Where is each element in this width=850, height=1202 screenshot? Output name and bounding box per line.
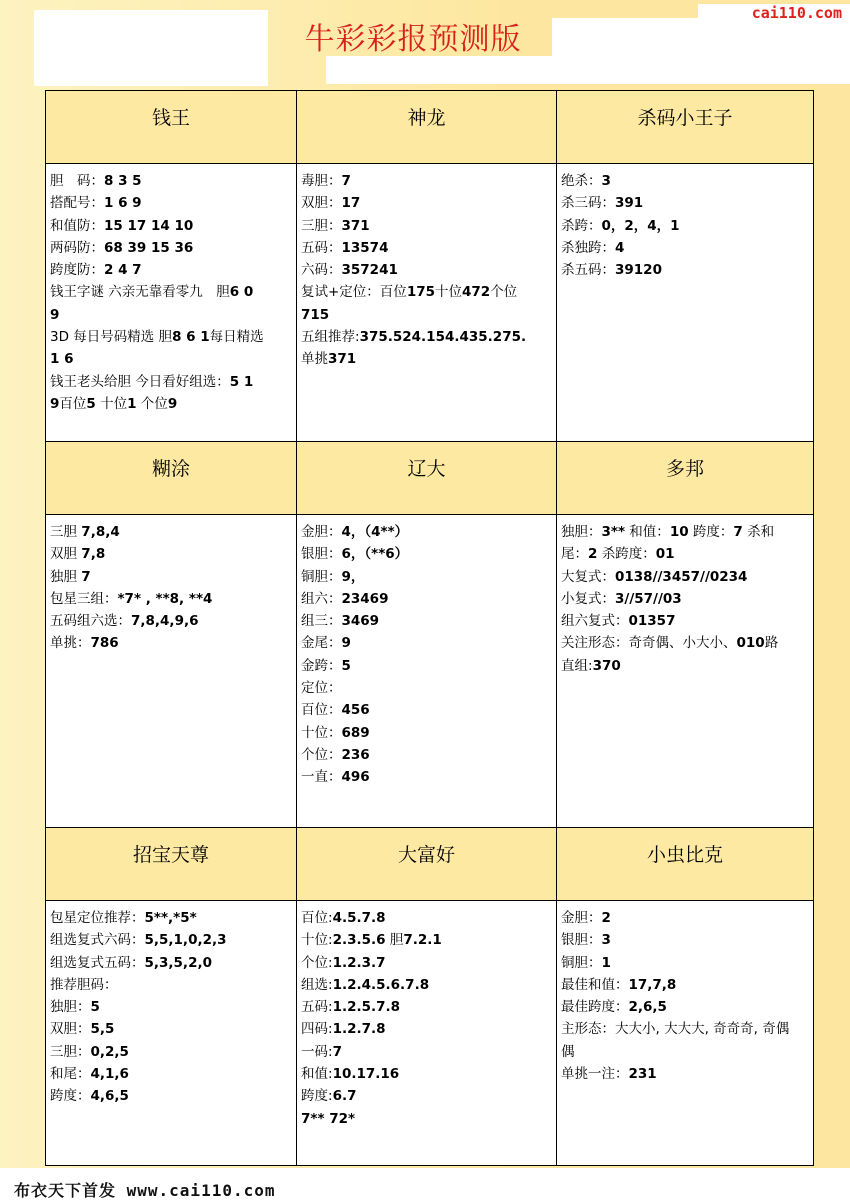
predicted-number: 3//57//03 <box>615 590 682 607</box>
prediction-label: 五码： <box>301 239 342 256</box>
expert-name-header: 小虫比克 <box>557 828 814 901</box>
predicted-number: 1.2.5.7.8 <box>332 999 401 1016</box>
expert-name-header: 大富好 <box>297 828 557 901</box>
prediction-label: 个位 <box>490 284 518 301</box>
predicted-number: 9 <box>50 306 60 323</box>
prediction-line <box>301 610 556 632</box>
predicted-number: 4,1,6 <box>90 1066 129 1083</box>
prediction-label: 绝杀： <box>561 173 602 189</box>
prediction-label: 银胆： <box>561 932 602 949</box>
prediction-label: 五码组六选： <box>50 613 131 630</box>
predicted-number: 1.2.7.8 <box>332 1021 386 1038</box>
prediction-label: 杀跨度： <box>597 546 656 563</box>
prediction-line <box>561 655 813 677</box>
prediction-label: 胆 <box>385 932 404 949</box>
prediction-cell <box>557 901 814 1166</box>
predicted-number: 370 <box>592 657 621 674</box>
predicted-number: 7 <box>341 173 351 189</box>
white-patch-right <box>552 18 698 84</box>
prediction-line <box>301 722 556 744</box>
predicted-number: 175 <box>406 284 435 301</box>
prediction-line <box>301 744 556 766</box>
prediction-line <box>561 543 813 565</box>
predicted-number: 01357 <box>628 613 676 630</box>
prediction-label: 一码: <box>301 1043 333 1060</box>
prediction-label: 直组: <box>561 657 593 674</box>
prediction-label: 每日精选 <box>209 329 264 346</box>
prediction-label: 尾： <box>561 546 588 563</box>
prediction-cell <box>297 515 557 828</box>
predicted-number: 5,3,5,2,0 <box>144 954 212 971</box>
prediction-line <box>561 610 813 632</box>
prediction-line <box>50 215 296 237</box>
prediction-line <box>50 1018 296 1040</box>
predicted-number: 4，（4**） <box>341 524 409 540</box>
predicted-number: 375.524.154.435.275. <box>359 329 527 346</box>
expert-name-header: 杀码小王子 <box>557 91 814 164</box>
predicted-number: 2 4 7 <box>104 262 142 279</box>
prediction-label: 双胆： <box>50 1021 91 1038</box>
prediction-label: 独胆： <box>50 999 91 1016</box>
prediction-line <box>50 610 296 632</box>
predicted-number: 236 <box>341 746 370 763</box>
predicted-number: 6，（**6） <box>341 546 409 563</box>
prediction-line <box>301 259 556 281</box>
prediction-line <box>50 929 296 951</box>
prediction-line <box>301 348 556 370</box>
prediction-label: 3D 每日号码精选 胆 <box>50 329 173 346</box>
predicted-number: 7** 72* <box>301 1110 356 1127</box>
predicted-number: 357241 <box>341 262 398 279</box>
predicted-number: 17,7,8 <box>628 976 677 993</box>
prediction-line <box>561 521 813 543</box>
prediction-label: 路 <box>764 635 779 652</box>
prediction-label: 偶 <box>561 1043 575 1060</box>
prediction-label: 最佳和值： <box>561 976 629 993</box>
prediction-label: 主形态：大大小, 大大大, 奇奇奇, 奇偶 <box>561 1021 790 1038</box>
prediction-cell <box>46 164 297 442</box>
predicted-number: 456 <box>341 702 370 719</box>
prediction-label: 百位 <box>59 395 87 412</box>
prediction-label: 组选: <box>301 976 333 993</box>
prediction-label: 钱王字谜 六亲无靠看零九 胆 <box>50 284 230 301</box>
prediction-line <box>301 632 556 654</box>
prediction-line <box>561 1041 813 1063</box>
prediction-label: 最佳跨度： <box>561 999 629 1016</box>
prediction-cell <box>557 515 814 828</box>
prediction-line <box>561 259 813 281</box>
prediction-line <box>561 996 813 1018</box>
prediction-label: 搭配号： <box>50 195 104 212</box>
prediction-line <box>301 566 556 588</box>
predicted-number: 689 <box>341 724 370 741</box>
prediction-line <box>50 588 296 610</box>
header-row <box>46 91 814 164</box>
predicted-number: 9 <box>341 635 351 652</box>
prediction-line <box>301 1063 556 1085</box>
predicted-number: 4.5.7.8 <box>332 910 386 926</box>
prediction-label: 两码防： <box>50 239 104 256</box>
predicted-number: 3 <box>601 173 611 189</box>
prediction-label: 组六复式： <box>561 613 629 630</box>
prediction-line <box>301 929 556 951</box>
prediction-label: 三胆： <box>50 1043 91 1060</box>
prediction-line <box>301 907 556 929</box>
prediction-label: 小复式： <box>561 590 615 607</box>
prediction-label: 银胆： <box>301 546 342 563</box>
predicted-number: 9 <box>167 395 178 412</box>
expert-name-header: 多邦 <box>557 442 814 515</box>
predicted-number: 9 <box>50 395 60 412</box>
prediction-line <box>50 393 296 415</box>
prediction-label: 六码： <box>301 262 342 279</box>
predicted-number: 2 <box>588 546 598 563</box>
predicted-number: 5,5,1,0,2,3 <box>144 932 227 949</box>
predicted-number: 3 <box>601 932 611 949</box>
predicted-number: 3469 <box>341 613 380 630</box>
prediction-line <box>301 192 556 214</box>
prediction-cell <box>557 164 814 442</box>
prediction-row <box>46 901 814 1166</box>
prediction-label: 杀五码： <box>561 262 615 279</box>
prediction-line <box>301 237 556 259</box>
prediction-cell <box>297 901 557 1166</box>
prediction-line <box>50 996 296 1018</box>
predicted-number: 7 <box>332 1043 342 1060</box>
prediction-line <box>301 655 556 677</box>
prediction-line <box>561 566 813 588</box>
prediction-label: 组选复式五码： <box>50 954 145 971</box>
prediction-label: 一直： <box>301 769 342 786</box>
predicted-number: 010 <box>736 635 765 652</box>
expert-name-header: 钱王 <box>46 91 297 164</box>
prediction-label: 三胆： <box>301 217 342 234</box>
predicted-number: 8 6 1 <box>172 329 210 346</box>
prediction-label: 关注形态：奇奇偶、小大小、 <box>561 635 737 652</box>
prediction-line <box>50 907 296 929</box>
prediction-cell <box>46 515 297 828</box>
prediction-cell <box>46 901 297 1166</box>
predicted-number: 10 <box>669 524 689 540</box>
prediction-line <box>50 326 296 348</box>
prediction-label: 定位： <box>301 680 342 697</box>
prediction-line <box>561 929 813 951</box>
prediction-label: 十位： <box>301 724 342 741</box>
predicted-number: 1 <box>127 395 137 412</box>
prediction-label: 杀跨： <box>561 217 602 234</box>
prediction-line <box>561 170 813 192</box>
prediction-cell <box>297 164 557 442</box>
expert-name-header: 招宝天尊 <box>46 828 297 901</box>
prediction-label: 四码: <box>301 1021 333 1038</box>
predicted-number: 1.2.3.7 <box>332 954 386 971</box>
prediction-label: 个位： <box>301 746 342 763</box>
prediction-line <box>301 996 556 1018</box>
prediction-line <box>50 170 296 192</box>
prediction-label: 组六： <box>301 590 342 607</box>
prediction-line <box>301 766 556 788</box>
expert-name-header: 糊涂 <box>46 442 297 515</box>
prediction-line <box>561 907 813 929</box>
predicted-number: 23469 <box>341 590 389 607</box>
predicted-number: 472 <box>462 284 491 301</box>
predicted-number: 5**,*5* <box>144 910 197 926</box>
predicted-number: *7* , **8, **4 <box>117 590 213 607</box>
predicted-number: 6.7 <box>332 1088 357 1105</box>
prediction-label: 钱王老头给胆 今日看好组选： <box>50 373 230 390</box>
predicted-number: 10.17.16 <box>332 1066 400 1083</box>
white-patch-mid <box>326 56 552 84</box>
prediction-label: 金胆： <box>561 910 602 926</box>
predicted-number: 7,8,4,9,6 <box>131 613 199 630</box>
prediction-label: 百位: <box>301 910 333 926</box>
prediction-label: 三胆 <box>50 524 82 540</box>
predicted-number: 4 <box>615 239 625 256</box>
prediction-line <box>50 281 296 303</box>
prediction-label: 推荐胆码： <box>50 976 118 993</box>
prediction-label: 跨度: <box>301 1088 333 1105</box>
prediction-line <box>561 237 813 259</box>
prediction-label: 和尾： <box>50 1066 91 1083</box>
prediction-label: 五码: <box>301 999 333 1016</box>
prediction-label: 杀独跨： <box>561 239 615 256</box>
prediction-line <box>301 699 556 721</box>
predicted-number: 7 <box>733 524 743 540</box>
prediction-label: 杀和 <box>742 524 775 540</box>
prediction-line <box>301 1108 556 1130</box>
predicted-number: 0，2，4，1 <box>601 217 680 234</box>
prediction-line <box>301 588 556 610</box>
predicted-number: 786 <box>90 635 119 652</box>
prediction-label: 双胆： <box>301 195 342 212</box>
prediction-label: 铜胆： <box>301 568 342 585</box>
prediction-line <box>50 259 296 281</box>
prediction-line <box>561 974 813 996</box>
prediction-label: 组三： <box>301 613 342 630</box>
prediction-line <box>50 192 296 214</box>
prediction-line <box>50 304 296 326</box>
page-title: 牛彩彩报预测版 <box>304 22 522 57</box>
predicted-number: 01 <box>655 546 675 563</box>
predicted-number: 5 <box>341 657 351 674</box>
prediction-label: 个位 <box>136 395 168 412</box>
prediction-label: 金胆： <box>301 524 342 540</box>
prediction-line <box>301 952 556 974</box>
predicted-number: 4,6,5 <box>90 1088 129 1105</box>
prediction-line <box>561 192 813 214</box>
prediction-label: 个位: <box>301 954 333 971</box>
prediction-line <box>301 281 556 303</box>
prediction-line <box>301 170 556 192</box>
predicted-number: 6 0 <box>229 284 254 301</box>
prediction-label: 独胆 <box>50 568 82 585</box>
prediction-line <box>50 237 296 259</box>
prediction-line <box>301 304 556 326</box>
predicted-number: 0138//3457//0234 <box>615 568 748 585</box>
predicted-number: 3** <box>601 524 626 540</box>
prediction-label: 包星定位推荐： <box>50 910 145 926</box>
prediction-line <box>50 1085 296 1107</box>
footer-text: 布衣天下首发 www.cai110.com <box>14 1181 276 1200</box>
prediction-label: 胆 码： <box>50 173 104 189</box>
prediction-label: 十位 <box>95 395 128 412</box>
prediction-row <box>46 515 814 828</box>
prediction-label: 和值： <box>625 524 670 540</box>
prediction-label: 跨度： <box>688 524 734 540</box>
prediction-line <box>50 1063 296 1085</box>
expert-name-header: 辽大 <box>297 442 557 515</box>
prediction-line <box>301 1085 556 1107</box>
predicted-number: 5 <box>90 999 100 1016</box>
predicted-number: 371 <box>328 351 357 368</box>
predicted-number: 1 6 9 <box>104 195 142 212</box>
prediction-label: 组选复式六码： <box>50 932 145 949</box>
predicted-number: 715 <box>301 306 330 323</box>
prediction-label: 大复式： <box>561 568 615 585</box>
prediction-line <box>50 521 296 543</box>
prediction-label: 毒胆： <box>301 173 342 189</box>
predicted-number: 496 <box>341 769 370 786</box>
predicted-number: 5,5 <box>90 1021 115 1038</box>
predicted-number: 8 3 5 <box>104 173 142 189</box>
prediction-line <box>301 215 556 237</box>
prediction-line <box>301 326 556 348</box>
prediction-line <box>50 1041 296 1063</box>
prediction-label: 跨度防： <box>50 262 104 279</box>
prediction-line <box>301 543 556 565</box>
prediction-line <box>50 543 296 565</box>
prediction-label: 单挑 <box>301 351 328 368</box>
prediction-label: 和值: <box>301 1066 333 1083</box>
predicted-number: 1 <box>601 954 611 971</box>
prediction-line <box>50 371 296 393</box>
predicted-number: 7,8,4 <box>81 524 120 540</box>
prediction-line <box>50 348 296 370</box>
site-watermark: cai110.com <box>751 4 842 22</box>
predicted-number: 7.2.1 <box>403 932 442 949</box>
prediction-label: 百位： <box>301 702 342 719</box>
predicted-number: 1.2.4.5.6.7.8 <box>332 976 430 993</box>
prediction-label: 金尾： <box>301 635 342 652</box>
prediction-row <box>46 164 814 442</box>
prediction-label: 跨度： <box>50 1088 91 1105</box>
prediction-line <box>561 215 813 237</box>
predicted-number: 39120 <box>615 262 662 279</box>
predicted-number: 7,8 <box>81 546 106 563</box>
prediction-line <box>561 1063 813 1085</box>
forecast-table <box>45 90 814 1166</box>
prediction-line <box>301 974 556 996</box>
prediction-line <box>50 952 296 974</box>
prediction-label: 金跨： <box>301 657 342 674</box>
prediction-line <box>561 952 813 974</box>
predicted-number: 2 <box>601 910 611 926</box>
prediction-line <box>301 677 556 699</box>
prediction-line <box>561 1018 813 1040</box>
predicted-number: 371 <box>341 217 370 234</box>
predicted-number: 5 1 <box>229 373 254 390</box>
header-row <box>46 828 814 901</box>
prediction-label: 单挑一注： <box>561 1066 629 1083</box>
predicted-number: 0,2,5 <box>90 1043 129 1060</box>
prediction-label: 五组推荐: <box>301 329 360 346</box>
prediction-line <box>561 632 813 654</box>
predicted-number: 15 17 14 10 <box>104 217 194 234</box>
prediction-line <box>50 632 296 654</box>
prediction-line <box>561 588 813 610</box>
predicted-number: 5 <box>86 395 96 412</box>
prediction-label: 独胆： <box>561 524 602 540</box>
prediction-label: 和值防： <box>50 217 104 234</box>
predicted-number: 68 39 15 36 <box>104 239 194 256</box>
prediction-line <box>301 1041 556 1063</box>
prediction-label: 杀三码： <box>561 195 615 212</box>
prediction-line <box>301 521 556 543</box>
prediction-label: 十位 <box>435 284 462 301</box>
prediction-label: 铜胆： <box>561 954 602 971</box>
prediction-line <box>50 974 296 996</box>
expert-name-header: 神龙 <box>297 91 557 164</box>
predicted-number: 7 <box>81 568 91 585</box>
predicted-number: 2.3.5.6 <box>332 932 386 949</box>
prediction-label: 复试+定位：百位 <box>301 284 407 301</box>
predicted-number: 391 <box>615 195 644 212</box>
predicted-number: 17 <box>341 195 361 212</box>
predicted-number: 9， <box>341 568 365 585</box>
prediction-label: 单挑： <box>50 635 91 652</box>
predicted-number: 2,6,5 <box>628 999 667 1016</box>
prediction-line <box>50 566 296 588</box>
white-patch-left <box>34 10 268 86</box>
prediction-label: 包星三组： <box>50 590 118 607</box>
header-row <box>46 442 814 515</box>
prediction-line <box>301 1018 556 1040</box>
prediction-label: 双胆 <box>50 546 82 563</box>
predicted-number: 231 <box>628 1066 657 1083</box>
predicted-number: 1 6 <box>50 351 74 368</box>
predicted-number: 13574 <box>341 239 389 256</box>
prediction-label: 十位: <box>301 932 333 949</box>
